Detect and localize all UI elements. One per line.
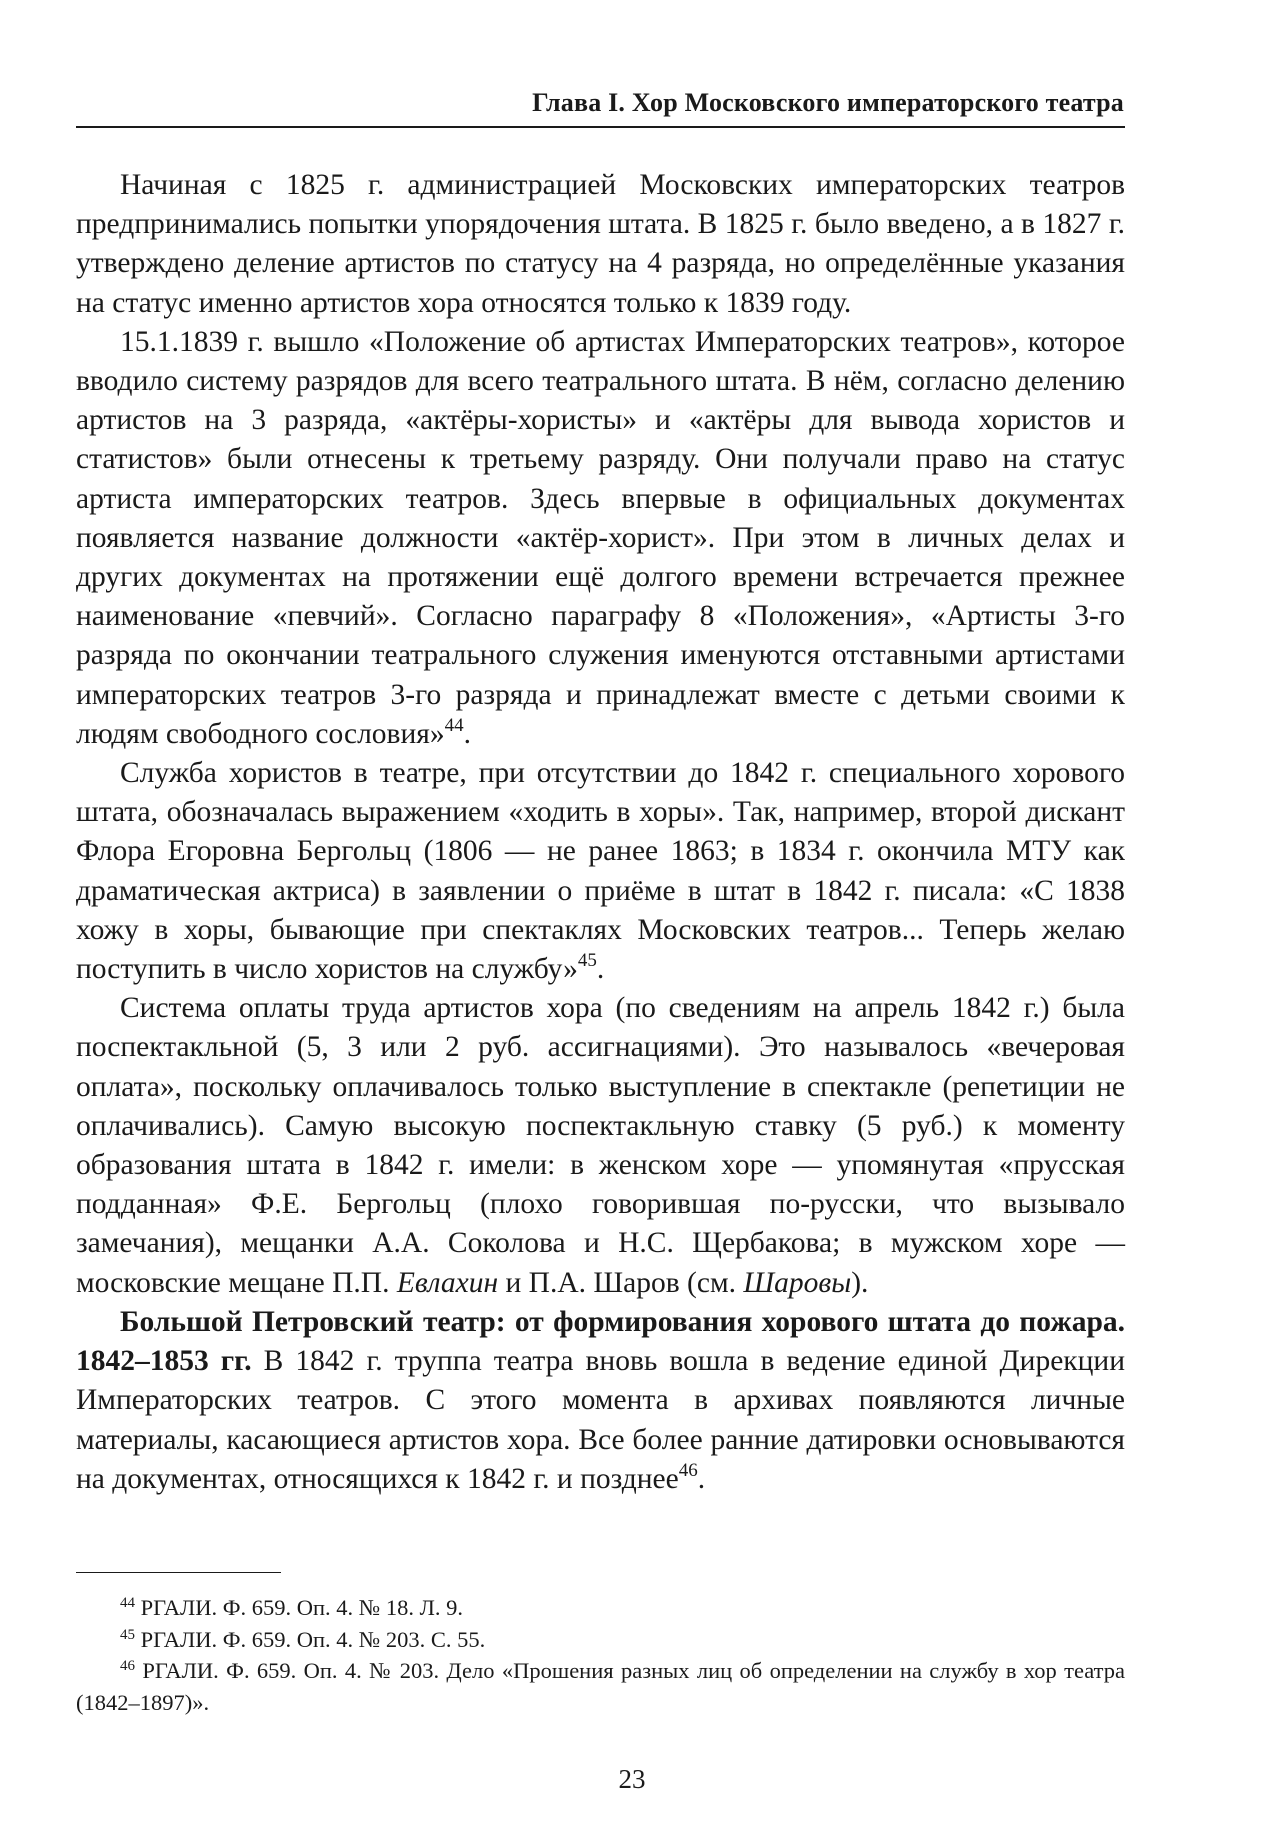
running-head: Глава I. Хор Московского императорского театра [532,88,1124,117]
italic-name-evlakhin: Евлахин [396,1266,499,1299]
paragraph-tail: . [463,717,471,750]
paragraph-text: Система оплаты труда артистов хора (по сведениям на апрель 1842 г.) была поспектакльной (5, 3 или 2 руб. ассигнациями). Это называлось «вечеровая оплата», поскольку оплачивалось только выступление в спектакле (репетиции не оплачивались). Самую высокую поспектакльную ставку (5 руб.) к моменту образования штата в 1842 г. имели: в женском хоре — упомянутая «прусская подданная» Ф.Е. Бергольц (плохо говорившая по-русски, что вызывало замечания), мещанки А.А. Соколова и Н.С. Щербакова; в мужском хоре — московские мещане П.П. [76,992,1125,1299]
paragraph-1 [76,166,1125,323]
paragraph-text: В 1842 г. труппа театра вновь вошла в ведение единой Дирекции Императорских театров. С этого момента в архивах появляются личные материалы, касающиеся артистов хора. Все более ранние датировки основываются на документах, относящихся к 1842 г. и позднее [76,1345,1125,1495]
section-heading-inline: Большой Петровский театр: от формирования хорового штата до пожара. 1842–1853 гг. [76,1305,1125,1378]
paragraph-text: Начиная с 1825 г. администрацией Московских императорских театров предпринимались попытки упорядочения штата. В 1825 г. было введено, а в 1827 г. утверждено деление артистов по статусу на 4 разряда, но определённые указания на статус именно артистов хора относятся только к 1839 году. [76,169,1125,319]
paragraph-text: Служба хористов в театре, при отсутствии до 1842 г. специального хорового штата, обозначалась выражением «ходить в хоры». Так, например, второй дискант Флора Егоровна Бергольц (1806 — не ранее 1863; в 1834 г. окончила МТУ как драматическая актриса) в заявлении о приёме в штат в 1842 г. писала: «С 1838 хожу в хоры, бывающие при спектаклях Московских театров... Теперь желаю поступить в число хористов на службу» [76,757,1125,986]
paragraph-text: 15.1.1839 г. вышло «Положение об артистах Императорских театров», которое вводило систему разрядов для всего театрального штата. В нём, согласно делению артистов на 3 разряда, «актёры-хористы» и «актёры для вывода хористов и статистов» были отнесены к третьему разряду. Они получали право на статус артиста императорских театров. Здесь впервые в официальных документах появляется название должности «актёр-хорист». При этом в личных делах и других документах на протяжении ещё долгого времени встречается прежнее наименование «певчий». Согласно параграфу 8 «Положения», «Артисты 3-го разряда по окончании театрального служения именуются отставными артистами императорских театров 3-го разряда и принадлежат вместе с детьми своими к людям свободного сословия» [76,325,1125,750]
footnote-text: РГАЛИ. Ф. 659. Оп. 4. № 203. Дело «Прошения разных лиц об определении на службу в хор театра (1842–1897)». [76,1658,1125,1715]
footnote-mark: 44 [120,1595,135,1611]
main-text [76,166,1125,1499]
paragraph-text: ). [851,1266,869,1299]
paragraph-4 [76,989,1125,1303]
footnote-44 [76,1592,1125,1624]
paragraph-2 [76,323,1125,754]
footnote-ref-44[interactable]: 44 [444,714,464,736]
footnote-ref-46[interactable]: 46 [678,1459,698,1481]
paragraph-tail: . [697,1462,706,1495]
footnote-ref-45[interactable]: 45 [577,950,597,972]
italic-cross-reference: Шаровы [743,1266,852,1299]
footnote-45 [76,1624,1125,1656]
paragraph-5 [76,1303,1125,1499]
header-rule [76,126,1125,128]
footnote-46 [76,1655,1125,1718]
paragraph-3 [76,754,1125,989]
footnotes [76,1592,1125,1718]
footnote-mark: 46 [120,1658,135,1674]
footnote-rule [76,1572,281,1573]
paragraph-text: и П.А. Шаров (см. [498,1266,744,1299]
footnote-text: РГАЛИ. Ф. 659. Оп. 4. № 203. С. 55. [135,1626,486,1652]
page-number: 23 [618,1764,646,1794]
footnote-mark: 45 [120,1626,135,1643]
footnote-text: РГАЛИ. Ф. 659. Оп. 4. № 18. Л. 9. [135,1595,463,1620]
paragraph-tail: . [596,953,605,986]
